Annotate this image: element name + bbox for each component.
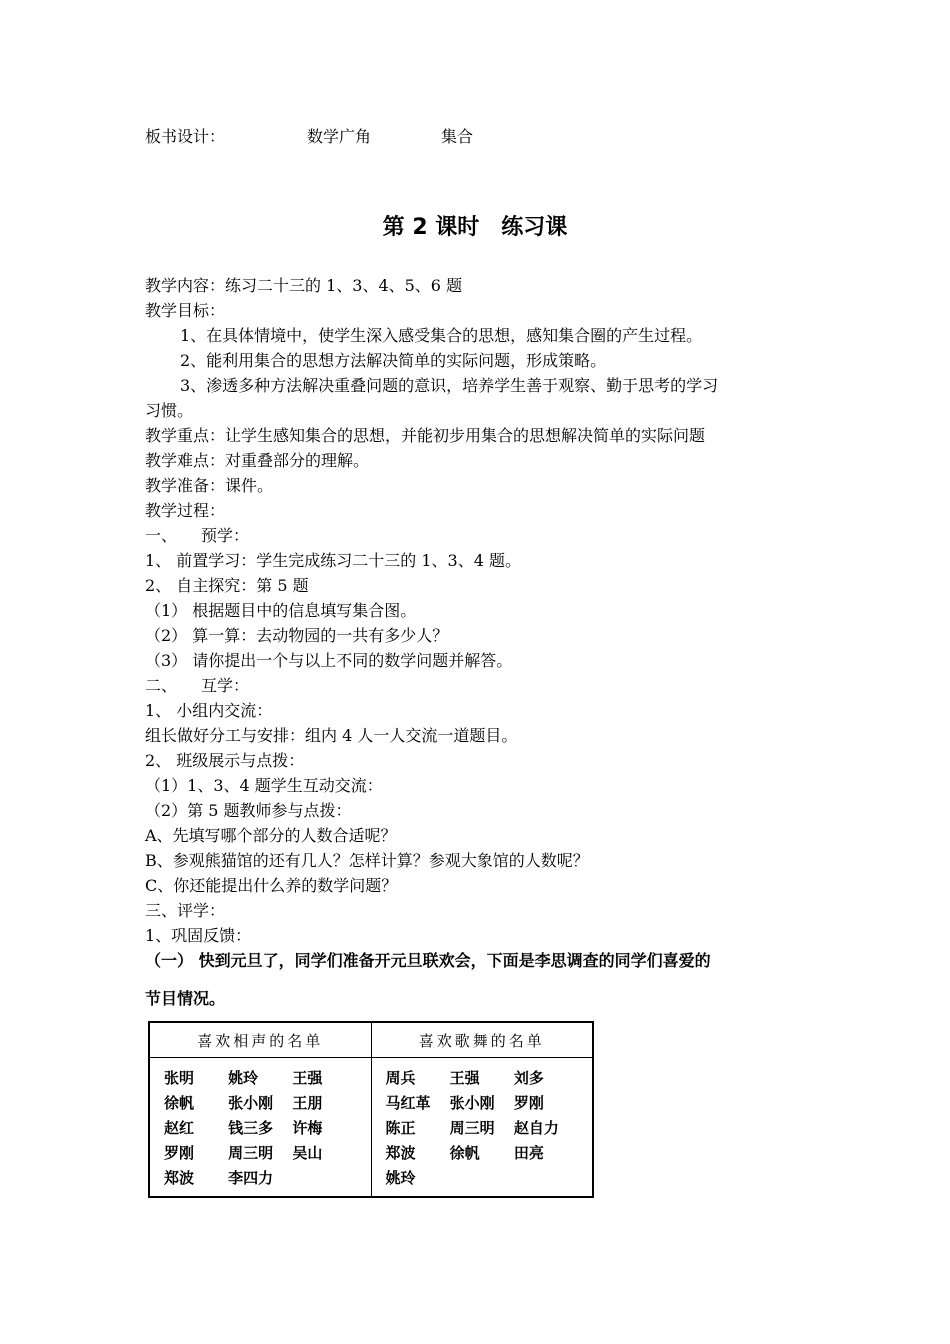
- crosstalk-name: 赵红: [164, 1119, 195, 1137]
- song-dance-name: 马红革: [385, 1094, 431, 1112]
- teaching-process-heading: 教学过程：: [145, 501, 226, 520]
- song-dance-name: 田亮: [513, 1144, 544, 1162]
- sub-item-3: （3） 请你提出一个与以上不同的数学问题并解答。: [145, 651, 513, 670]
- board-topic: 数学广角: [307, 127, 372, 146]
- teaching-preparation: 教学准备：课件。: [145, 476, 274, 495]
- crosstalk-name: 钱三多: [228, 1119, 274, 1137]
- crosstalk-name: 王强: [292, 1069, 323, 1087]
- song-dance-name: [514, 1168, 578, 1189]
- song-dance-name: 陈正: [385, 1119, 416, 1137]
- song-dance-name: 徐帆: [449, 1144, 480, 1162]
- crosstalk-name: 许梅: [292, 1119, 323, 1137]
- goal-2: 2、能利用集合的思想方法解决简单的实际问题，形成策略。: [180, 351, 607, 370]
- crosstalk-name: 吴山: [292, 1144, 323, 1162]
- section-evaluation: 三、评学：: [145, 901, 226, 920]
- crosstalk-names-list: [150, 1068, 371, 1189]
- crosstalk-name: 徐帆: [164, 1094, 195, 1112]
- goal-1: 1、在具体情境中，使学生深入感受集合的思想，感知集合圈的产生过程。: [180, 326, 703, 345]
- song-dance-name: 罗刚: [513, 1094, 544, 1112]
- song-dance-name: 周三明: [449, 1119, 495, 1137]
- crosstalk-name: 张小刚: [228, 1094, 274, 1112]
- teaching-content: 教学内容：练习二十三的 1、3、4、5、6 题: [145, 276, 463, 295]
- display-item-2: （2）第 5 题教师参与点拨：: [145, 801, 352, 820]
- question-a: A、先填写哪个部分的人数合适呢？: [145, 826, 397, 845]
- crosstalk-name: 罗刚: [164, 1144, 195, 1162]
- crosstalk-name: [292, 1168, 356, 1189]
- section-mutual-study: 二、 互学：: [145, 676, 250, 695]
- item-pre-study: 1、 前置学习：学生完成练习二十三的 1、3、4 题。: [145, 551, 521, 570]
- song-dance-name: 张小刚: [449, 1094, 495, 1112]
- song-dance-names-cell: [371, 1058, 593, 1198]
- song-dance-name: 王强: [449, 1069, 480, 1087]
- song-dance-name: 郑波: [385, 1144, 416, 1162]
- song-dance-name: 周兵: [385, 1069, 416, 1087]
- crosstalk-name: 郑波: [164, 1169, 195, 1187]
- section-preview: 一、 预学：: [145, 526, 250, 545]
- lesson-title: 第 2 课时 练习课: [382, 215, 568, 240]
- song-dance-name: 刘多: [513, 1069, 544, 1087]
- board-label: 板书设计：: [145, 127, 226, 146]
- item-feedback: 1、巩固反馈：: [145, 926, 252, 945]
- song-dance-name: 姚玲: [385, 1169, 416, 1187]
- song-dance-names-list: [372, 1068, 593, 1189]
- sub-item-2: （2） 算一算：去动物园的一共有多少人？: [145, 626, 449, 645]
- song-dance-name: 赵自力: [513, 1119, 559, 1137]
- song-dance-name: [450, 1168, 514, 1189]
- song-dance-header: 喜欢歌舞的名单: [371, 1022, 593, 1058]
- board-subtopic: 集合: [441, 127, 474, 146]
- question-c: C、你还能提出什么养的数学问题？: [145, 876, 398, 895]
- crosstalk-name: 王朋: [292, 1094, 323, 1112]
- crosstalk-name: 姚玲: [228, 1069, 259, 1087]
- exercise-question-line2: 节目情况。: [145, 989, 226, 1008]
- teaching-focus: 教学重点：让学生感知集合的思想，并能初步用集合的思想解决简单的实际问题: [145, 426, 706, 445]
- crosstalk-header: 喜欢相声的名单: [149, 1022, 371, 1058]
- crosstalk-name: 张明: [164, 1069, 195, 1087]
- question-b: B、参观熊猫馆的还有几人？怎样计算？参观大象馆的人数呢？: [145, 851, 589, 870]
- group-arrangement: 组长做好分工与安排：组内 4 人一人交流一道题目。: [145, 726, 518, 745]
- teaching-difficulty: 教学难点：对重叠部分的理解。: [145, 451, 370, 470]
- exercise-question-line1: （一） 快到元旦了，同学们准备开元旦联欢会，下面是李思调查的同学们喜爱的: [145, 951, 711, 970]
- sub-item-1: （1） 根据题目中的信息填写集合图。: [145, 601, 417, 620]
- item-class-display: 2、 班级展示与点拨：: [145, 751, 305, 770]
- item-group-exchange: 1、 小组内交流：: [145, 701, 273, 720]
- crosstalk-name: 李四力: [228, 1169, 274, 1187]
- goal-3-continued: 习惯。: [145, 401, 194, 420]
- display-item-1: （1）1、3、4 题学生互动交流：: [145, 776, 383, 795]
- favorite-programs-table: [148, 1021, 594, 1198]
- teaching-goals-heading: 教学目标：: [145, 301, 226, 320]
- crosstalk-names-cell: [149, 1058, 371, 1198]
- goal-3: 3、渗透多种方法解决重叠问题的意识，培养学生善于观察、勤于思考的学习: [180, 376, 719, 395]
- item-self-explore: 2、 自主探究：第 5 题: [145, 576, 309, 595]
- crosstalk-name: 周三明: [228, 1144, 274, 1162]
